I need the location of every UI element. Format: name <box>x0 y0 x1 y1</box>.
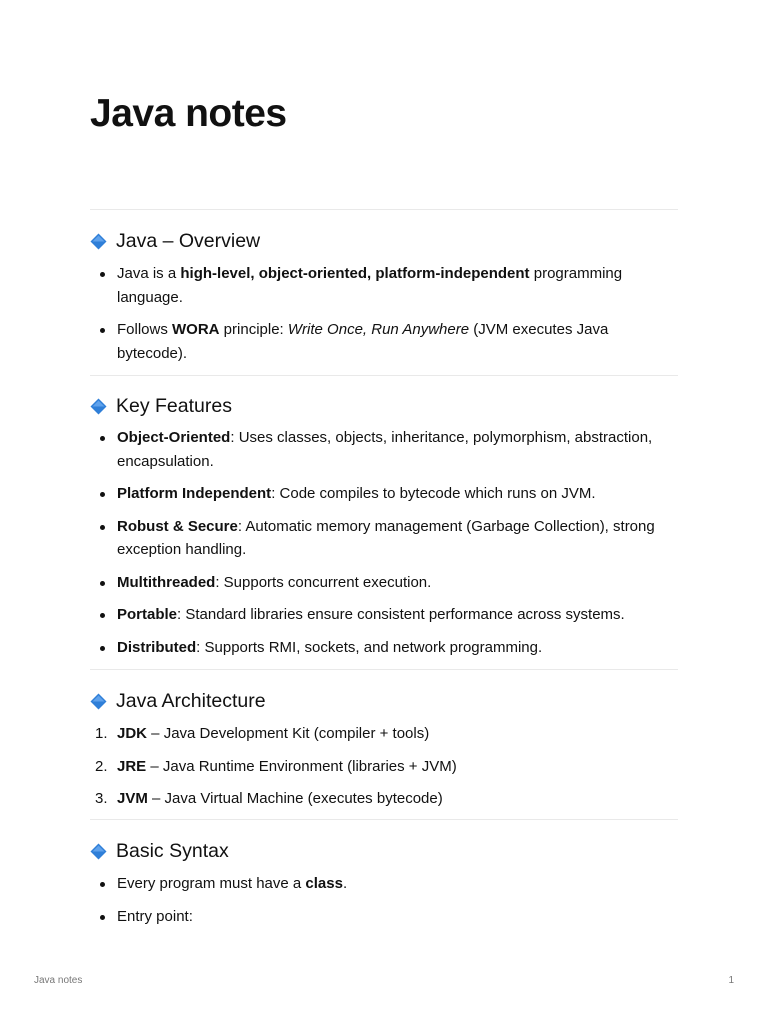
item-text: : Automatic memory management (Garbage Collection), strong exception handling. <box>117 517 655 558</box>
item-text: (JVM executes Java bytecode). <box>117 321 609 362</box>
list-item <box>90 905 678 929</box>
section-heading-text: Java – Overview <box>116 229 261 252</box>
item-text: : Standard libraries ensure consistent performance across systems. <box>177 606 625 623</box>
item-term: Portable <box>117 606 178 623</box>
section-basic-syntax <box>90 837 678 928</box>
item-text: Entry point: <box>117 907 193 925</box>
page-number: 1 <box>728 975 734 986</box>
item-bold-text: class <box>305 875 343 892</box>
blue-diamond-icon <box>90 843 107 860</box>
item-text: programming language. <box>117 265 623 306</box>
list-number: 2. <box>95 757 108 775</box>
item-term: JDK <box>117 725 148 742</box>
numbered-list <box>90 722 678 811</box>
divider <box>90 209 678 210</box>
section-heading-text: Java Architecture <box>116 689 266 712</box>
footer-title: Java notes <box>34 975 83 986</box>
list-item <box>90 318 678 365</box>
item-term: Platform Independent <box>117 485 272 502</box>
item-bold-text: WORA <box>172 321 220 338</box>
list-item <box>90 426 678 473</box>
item-term: Robust & Secure <box>117 517 238 535</box>
bullet-dot <box>100 328 105 333</box>
list-item <box>90 722 678 746</box>
list-item <box>90 482 678 506</box>
section-heading <box>90 392 678 420</box>
item-text: : Uses classes, objects, inheritance, polymorphism, abstraction, encapsulation. <box>117 429 653 470</box>
item-term: JVM <box>117 790 148 807</box>
item-text: Every program must have a <box>117 875 306 892</box>
bullet-dot <box>100 525 105 530</box>
item-term: JRE <box>117 757 147 775</box>
section-heading <box>90 687 678 715</box>
item-italic-text: Write Once, Run Anywhere <box>287 321 470 338</box>
item-bold-text: high-level, object-oriented, platform-independent <box>180 265 530 282</box>
bullet-dot <box>100 492 105 497</box>
page-title: Java notes <box>90 92 287 135</box>
section-overview <box>90 227 678 365</box>
list-item <box>90 787 678 811</box>
list-item <box>90 636 678 660</box>
bullet-list <box>90 872 678 928</box>
item-text: . <box>342 875 348 892</box>
divider <box>90 375 678 376</box>
section-heading-text: Basic Syntax <box>116 839 229 862</box>
item-text: : Supports concurrent execution. <box>215 573 432 591</box>
list-item <box>90 603 678 627</box>
item-text: principle: <box>219 321 288 338</box>
item-text: – Java Development Kit (compiler + tools) <box>147 725 430 742</box>
bullet-list <box>90 262 678 365</box>
list-item <box>90 755 678 779</box>
bullet-dot <box>100 882 105 887</box>
divider <box>90 669 678 670</box>
bullet-dot <box>100 272 105 277</box>
list-item <box>90 262 678 309</box>
section-architecture <box>90 687 678 811</box>
list-number: 3. <box>95 790 108 807</box>
bullet-dot <box>100 436 105 441</box>
bullet-list <box>90 426 678 659</box>
item-text: : Code compiles to bytecode which runs on JVM. <box>271 485 596 502</box>
list-number: 1. <box>95 725 108 742</box>
item-text: – Java Runtime Environment (libraries + JVM) <box>146 757 457 775</box>
bullet-dot <box>100 646 105 651</box>
blue-diamond-icon <box>90 233 107 250</box>
item-term: Object-Oriented <box>117 429 231 446</box>
bullet-dot <box>100 581 105 586</box>
divider <box>90 819 678 820</box>
bullet-dot <box>100 915 105 920</box>
list-item <box>90 872 678 896</box>
bullet-dot <box>100 613 105 618</box>
blue-diamond-icon <box>90 398 107 415</box>
item-text: : Supports RMI, sockets, and network programming. <box>196 638 543 656</box>
section-heading-text: Key Features <box>116 394 232 417</box>
item-term: Distributed <box>117 638 197 656</box>
item-term: Multithreaded <box>117 573 216 591</box>
item-text: Java is a <box>117 265 181 282</box>
list-item <box>90 515 678 562</box>
blue-diamond-icon <box>90 693 107 710</box>
item-text: – Java Virtual Machine (executes bytecode) <box>147 790 443 807</box>
section-heading <box>90 227 678 255</box>
item-text: Follows <box>117 321 173 338</box>
section-heading <box>90 837 678 865</box>
list-item <box>90 571 678 595</box>
section-key-features <box>90 392 678 659</box>
